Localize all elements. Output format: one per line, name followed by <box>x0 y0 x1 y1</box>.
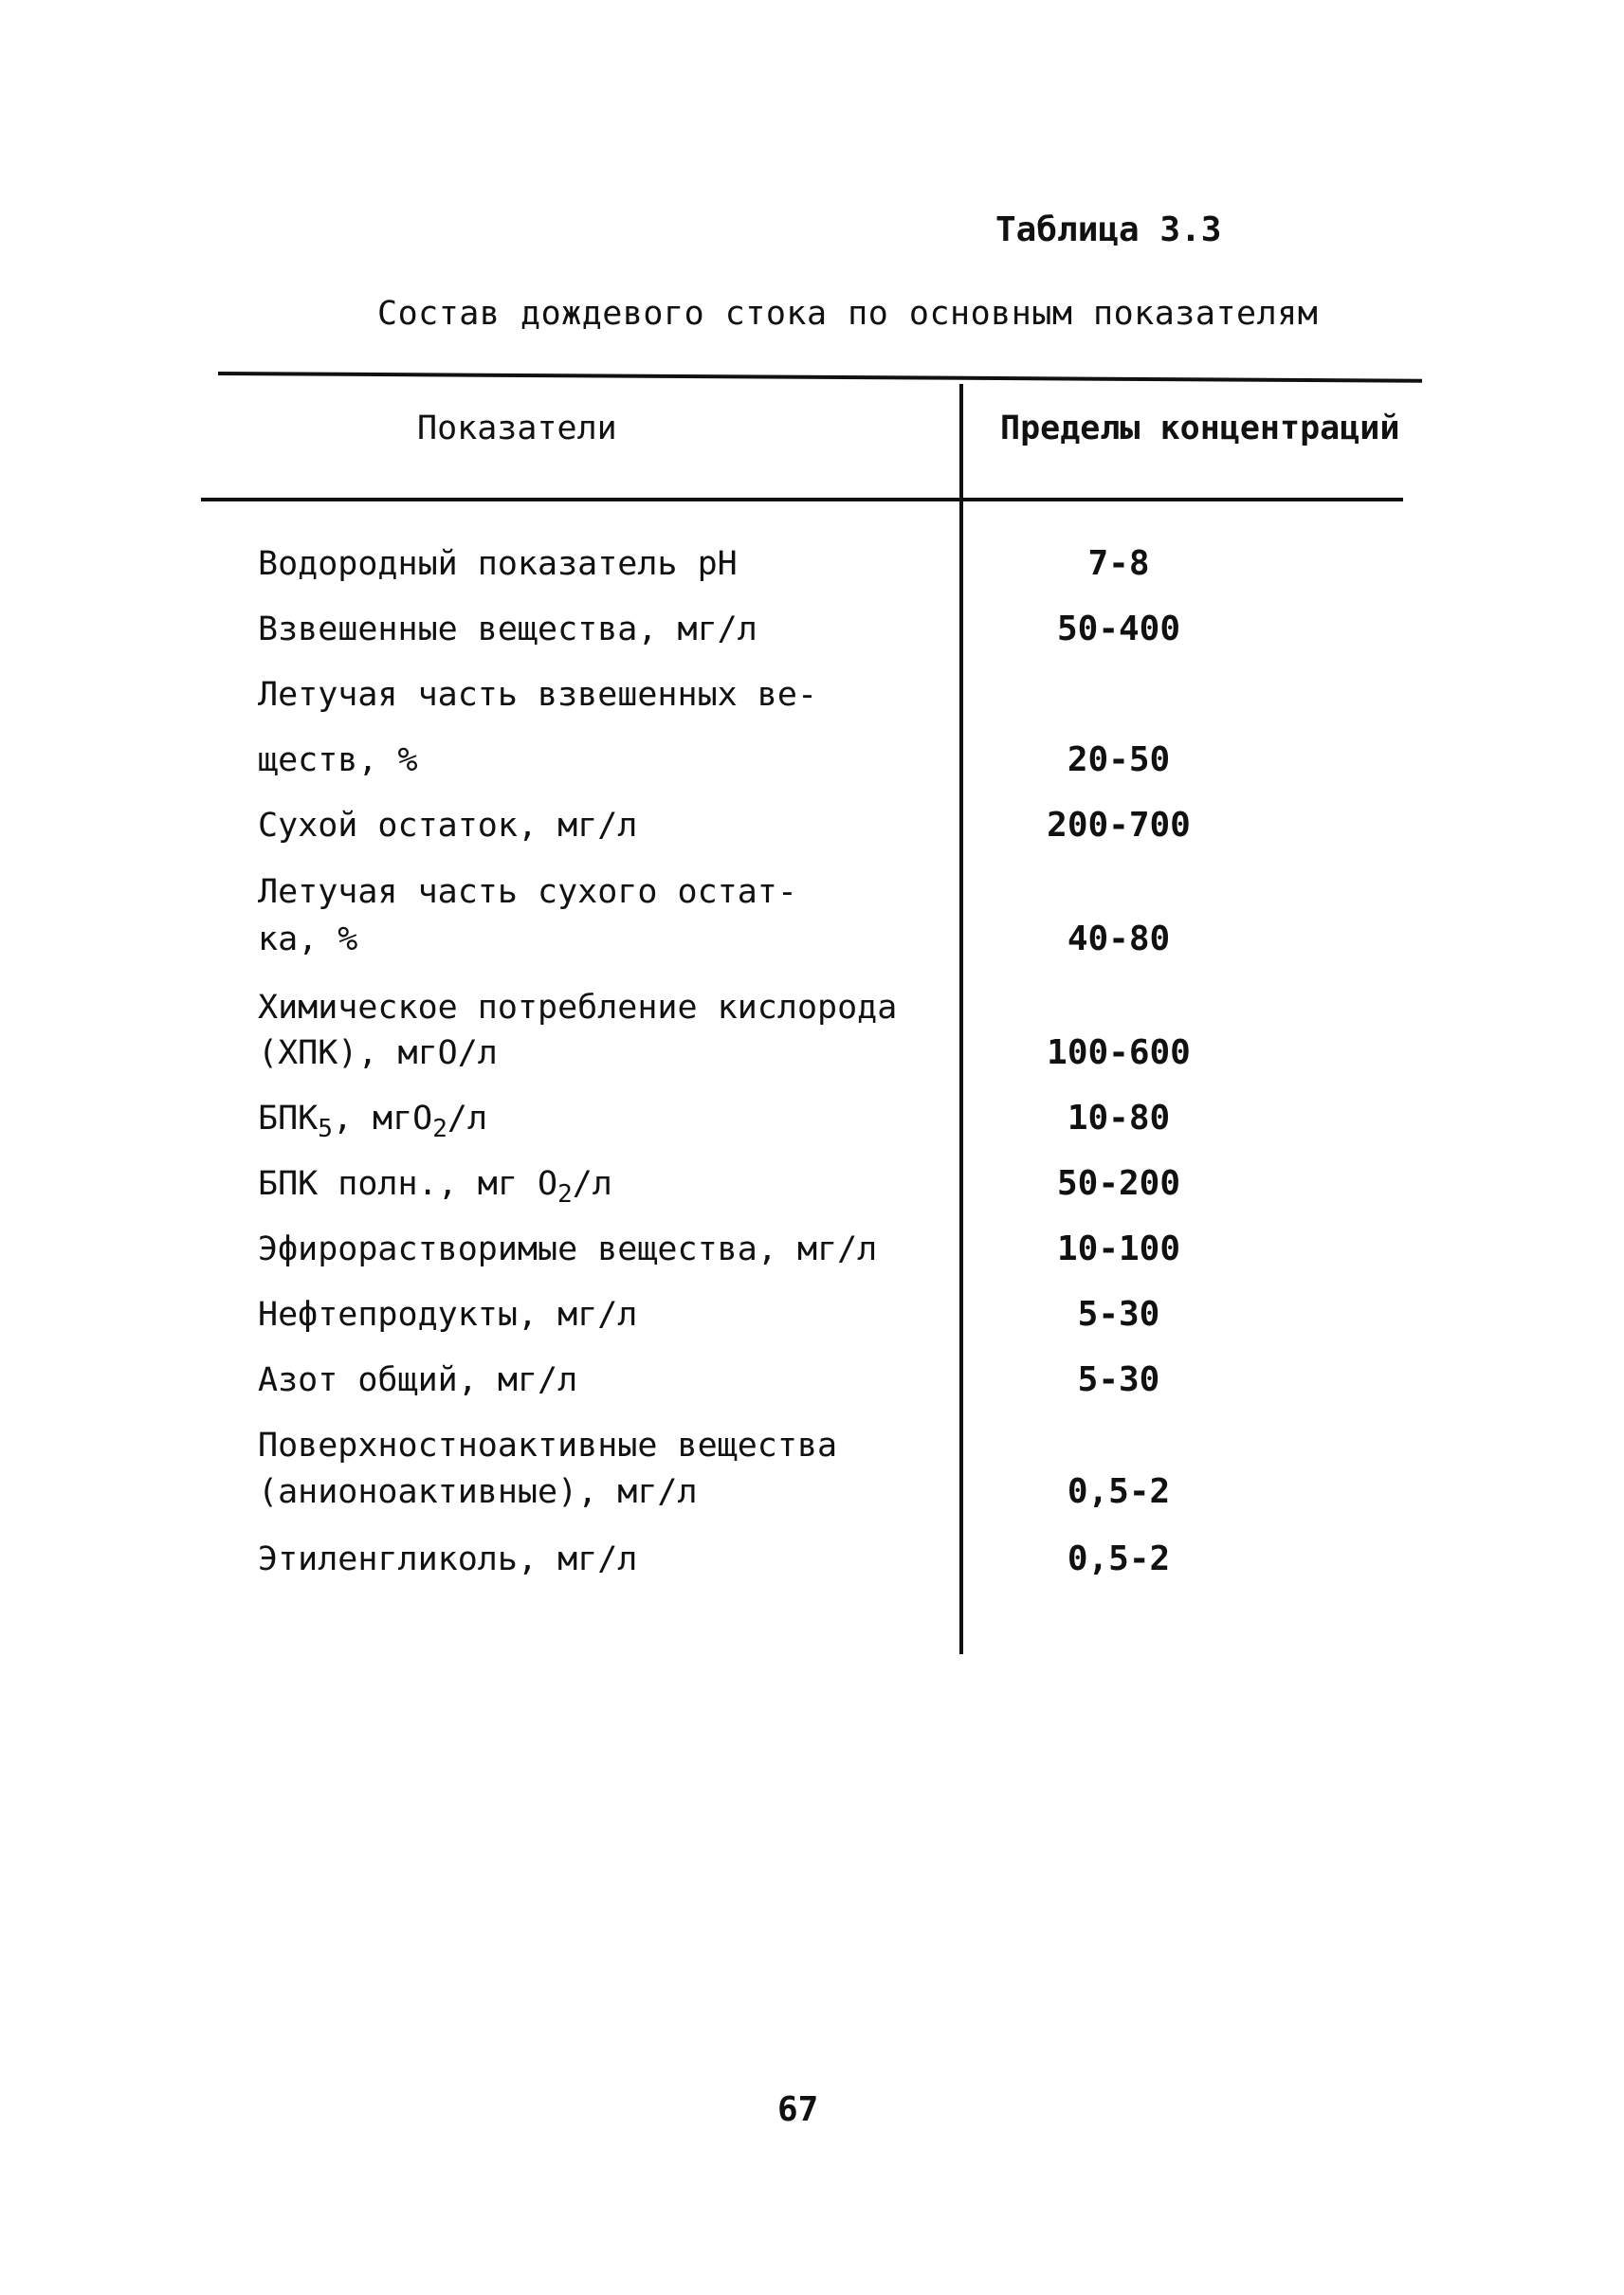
table-row-parameter: Нефтепродукты, мг/л <box>258 1296 638 1334</box>
table-row-parameter: Азот общий, мг/л <box>258 1361 578 1399</box>
column-header-concentration: Пределы концентраций <box>1000 410 1400 447</box>
page-number: 67 <box>777 2090 819 2129</box>
table-row-parameter: Этиленгликоль, мг/л <box>258 1540 638 1578</box>
table-row-value: 0,5-2 <box>1067 1472 1171 1511</box>
table-row-value: 10-80 <box>1067 1099 1171 1138</box>
table-row-parameter: Эфирорастворимые вещества, мг/л <box>258 1230 878 1268</box>
table-label: Таблица 3.3 <box>995 210 1222 249</box>
table-row-value: 7-8 <box>1087 544 1150 583</box>
table-row-parameter: Взвешенные вещества, мг/л <box>258 610 757 648</box>
table-row-value: 100-600 <box>1047 1033 1191 1072</box>
table-row-parameter-cont: (анионоактивные), мг/л <box>258 1473 698 1511</box>
table-row-value: 50-400 <box>1056 610 1181 648</box>
table-column-divider <box>959 384 963 1654</box>
table-row-parameter: Химическое потребление кислорода <box>258 989 898 1027</box>
table-row-parameter-cont: (ХПК), мгО/л <box>258 1034 498 1072</box>
table-header-rule <box>201 498 1403 501</box>
column-header-parameter: Показатели <box>417 410 617 447</box>
table-top-rule <box>218 372 1422 383</box>
bod5-unit: , мгО <box>332 1100 433 1138</box>
table-row-parameter: Летучая часть сухого остат- <box>258 873 797 911</box>
table-row-value: 5-30 <box>1077 1295 1160 1334</box>
table-row-parameter-cont: ществ, % <box>258 741 418 779</box>
table-row-value: 0,5-2 <box>1067 1539 1171 1578</box>
table-row-value: 200-700 <box>1047 806 1191 845</box>
table-row-value: 5-30 <box>1077 1360 1160 1399</box>
table-title: Состав дождевого стока по основным показателям <box>377 295 1319 333</box>
table-row-parameter: Поверхностноактивные вещества <box>258 1427 838 1465</box>
bod5-unit-suffix: /л <box>447 1100 488 1138</box>
table-row-value: 50-200 <box>1056 1164 1181 1203</box>
bod-full-subscript: 2 <box>557 1180 573 1209</box>
table-row-value: 10-100 <box>1056 1229 1181 1268</box>
table-row-parameter <box>258 1162 612 1209</box>
table-row-parameter: Летучая часть взвешенных ве- <box>258 676 818 714</box>
bod5-subscript: 5 <box>318 1115 333 1143</box>
table-row-value: 40-80 <box>1067 920 1171 958</box>
bod-full-prefix: БПК полн., мг О <box>258 1165 558 1203</box>
bod5-prefix: БПК <box>258 1100 319 1138</box>
table-row-parameter: Сухой остаток, мг/л <box>258 807 638 845</box>
table-row-value: 20-50 <box>1067 740 1171 779</box>
table-row-parameter: Водородный показатель рН <box>258 545 738 583</box>
table-row-parameter-cont: ка, % <box>258 920 358 958</box>
bod-full-suffix: /л <box>572 1165 612 1203</box>
table-row-parameter <box>258 1097 488 1143</box>
bod5-unit-subscript: 2 <box>432 1115 447 1143</box>
